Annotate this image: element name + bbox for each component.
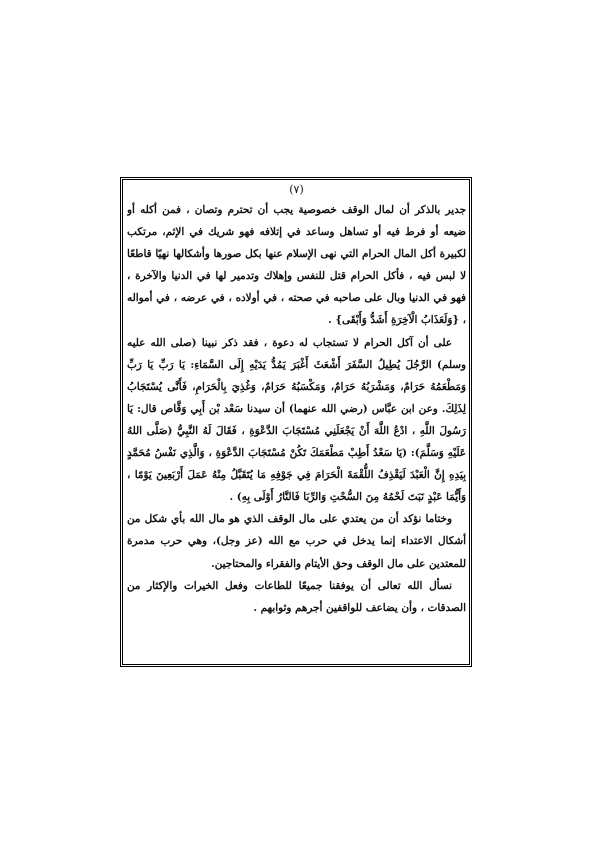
page-number: (٧) xyxy=(289,183,304,196)
paragraph-unanswered-prayer: على أن آكل الحرام لا تستجاب له دعوة ، فقد ذكر نبينا (صلى الله عليه وسلم) الرَّجُلَ يُطِيلُ السَّفَرَ أَشْعَثَ أَغْبَرَ يَمُدُّ يَدَيْهِ إِلَى السَّمَاءِ: يَا رَبِّ يَا رَبِّ وَمَطْعَمُهُ حَرَامٌ، وَمَشْرَبُهُ حَرَامٌ، وَمَكْسَبُهُ حَرَامٌ، وَغُذِيَ بِالْحَرَامِ، فَأَنَّى يُسْتَجَابُ لِذَلِكَ. وعن ابن عبَّاس (رضي الله عنهما) أن سيدنا سَعْد بْن أَبِي وَقَّاص قال: يَا رَسُولَ اللَّهِ ، ادْعُ اللَّهَ أَنْ يَجْعَلَنِي مُسْتَجَابَ الدَّعْوَةِ ، فَقَالَ لَهُ النَّبِيُّ (صَلَّى اللهُ عَلَيْهِ وَسَلَّمَ): (يَا سَعْدُ أَطِبْ مَطْعَمَكَ تَكُنْ مُسْتَجَابَ الدَّعْوَةِ ، وَالَّذِي نَفْسُ مُحَمَّدٍ بِيَدِهِ إِنَّ الْعَبْدَ لَيَقْذِفُ اللُّقْمَةَ الْحَرَامَ فِي جَوْفِهِ مَا يُتَقَبَّلُ مِنْهُ عَمَلَ أَرْبَعِينَ يَوْمًا ، وَأَيُّمَا عَبْدٍ نَبَتَ لَحْمُهُ مِنَ السُّحْتِ وَالرِّبَا فَالنَّارُ أَوْلَى بِهِ) . xyxy=(127,336,466,504)
page-content xyxy=(127,183,466,663)
paragraph-waqf-sanctity: جدير بالذكر أن لمال الوقف خصوصية يجب أن تحترم وتصان ، فمن أكله أو ضيعه أو فرط فيه أو تساهل وساعد في إتلافه فهو شريك في الإثم، مرتكب لكبيرة أكل المال الحرام التي نهى الإسلام عنها بكل صورها وأشكالها نهيًا قاطعًا لا لبس فيه ، فأكل الحرام قتل للنفس وإهلاك وتدمير لها في الدنيا والآخرة ، فهو في الدنيا وبال على صاحبه في صحته ، في أولاده ، في عرضه ، في أمواله ، {وَلَعَذَابُ الْآخِرَةِ أَشَدُّ وَأَبْقَى} . xyxy=(127,204,466,327)
paragraph-conclusion: وختاما نؤكد أن من يعتدي على مال الوقف الذي هو مال الله بأي شكل من أشكال الاعتداء إنما يدخل في حرب مع الله (عز وجل)، وهي حرب مدمرة للمعتدين على مال الوقف وحق الأيتام والفقراء والمحتاجين. xyxy=(127,513,466,570)
paragraph-supplication: نسأل الله تعالى أن يوفقنا جميعًا للطاعات وفعل الخيرات والإكثار من الصدقات ، وأن يضاعف للواقفين أجرهم وثوابهم . xyxy=(127,579,466,614)
